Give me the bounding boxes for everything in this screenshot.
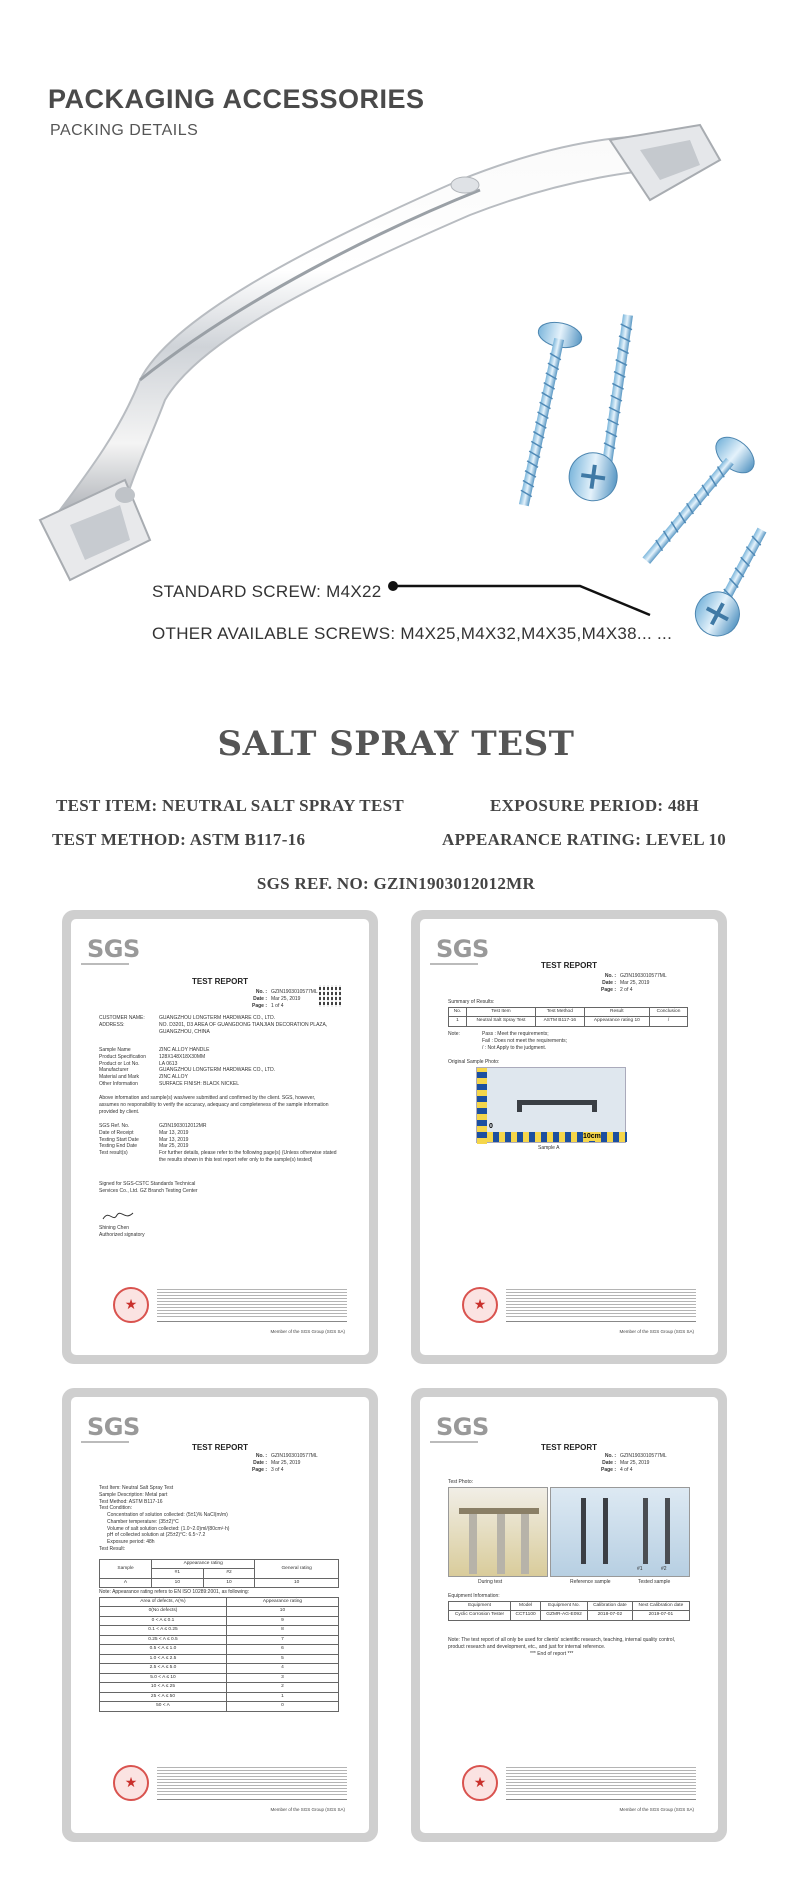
sgs-stamp-icon <box>462 1765 498 1801</box>
sgs-ref-number: SGS REF. NO: GZIN1903012012MR <box>256 874 536 893</box>
sgs-stamp-icon <box>113 1287 149 1323</box>
caption-reference: Reference sample <box>570 1579 611 1585</box>
sample-photo <box>476 1067 626 1143</box>
test-conditions: Test Item: Neutral Salt Spray Test Sample Description: Metal part Test Method: ASTM B117-16 Test Condition: Concentration of solution collected: (5±1)% NaCl(m/m) Chamber temperature: (35±2)°C Volume of salt solution collected: (1.0~2.0)ml/(80cm²·h) pH of collected solution at (25±2)°C: 6.5~7.2 Exposure period: 48h Test Result: <box>99 1485 230 1552</box>
during-test-photo <box>448 1487 548 1577</box>
report-page-3-card <box>62 1388 378 1842</box>
dates-block: SGS Ref. No. GZIN1903012012MR Date of Receipt Mar 13, 2019 Testing Start Date Mar 13, 2019 Testing End Date Mar 25, 2019 Test result(s) For further details, please refer to the following page(s) (Unless otherwise stated the results shown in this test report refer only to the sample(s) tested) <box>99 1123 337 1163</box>
report-meta: No. : GZIN1903010577ML Date : Mar 25, 2019 Page : 4 of 4 <box>600 1453 667 1473</box>
equipment-note: Note: The test report of all only be used for clients' scientific research, teaching, internal quality control, product research and development, etc., and just for internal reference. <box>448 1637 676 1650</box>
report-page-2-card <box>411 910 727 1364</box>
member-text: Member of the SGS Group (SGS SA) <box>270 1329 345 1334</box>
packaging-subtitle: PACKING DETAILS <box>50 122 199 139</box>
test-item: TEST ITEM: NEUTRAL SALT SPRAY TEST <box>56 796 404 815</box>
end-of-report: *** End of report *** <box>530 1651 574 1657</box>
summary-table: No. Test Item Test Method Result Conclusion 1 Neutral Salt Spray Test ASTM B117-16 Appearance rating 10 / <box>448 1007 688 1027</box>
equipment-table: Equipment Model Equipment No. Calibration date Next Calibration date Cyclic Corrosion Tester CCT1100 GZMR-AG-E092 2018-07-02 2019-07-01 <box>448 1601 690 1621</box>
other-screws-label: OTHER AVAILABLE SCREWS: M4X25,M4X32,M4X35,M4X38... ... <box>152 624 673 643</box>
report-meta: No. : GZIN1903010577ML Date : Mar 25, 2019 Page : 2 of 4 <box>600 973 667 993</box>
signer-role: Authorized signatory <box>99 1232 145 1238</box>
qr-code-icon <box>319 985 341 1007</box>
report-page-1-card <box>62 910 378 1364</box>
mark-2: #2 <box>661 1566 667 1572</box>
test-photo-label: Test Photo: <box>448 1479 474 1485</box>
report-page-1 <box>71 919 369 1355</box>
sgs-logo: SGS <box>87 935 140 963</box>
sgs-stamp-icon <box>113 1765 149 1801</box>
footer-fine-print <box>157 1287 347 1317</box>
report-page-4 <box>420 1397 718 1833</box>
caption-during: During test <box>478 1579 503 1585</box>
notes: Pass : Meet the requirements; Fail : Does not meet the requirements; / : Not Apply to the judgment. <box>482 1031 568 1051</box>
report-title: TEST REPORT <box>540 1443 597 1452</box>
signature-icon <box>101 1209 135 1223</box>
exposure-period: EXPOSURE PERIOD: 48H <box>490 796 700 815</box>
scale-zero: 0 <box>489 1122 493 1130</box>
member-text: Member of the SGS Group (SGS SA) <box>619 1329 694 1334</box>
packaging-title: PACKAGING ACCESSORIES <box>48 84 425 114</box>
report-meta: No. : GZIN1903010577ML Date : Mar 25, 2019 Page : 1 of 4 <box>251 989 318 1009</box>
caption-tested: Tested sample <box>638 1579 671 1585</box>
standard-screw-label: STANDARD SCREW: M4X22 <box>152 582 382 601</box>
report-meta: No. : GZIN1903010577ML Date : Mar 25, 2019 Page : 3 of 4 <box>251 1453 318 1473</box>
report-title: TEST REPORT <box>191 1443 248 1452</box>
screw-4 <box>688 520 782 644</box>
salt-spray-title: SALT SPRAY TEST <box>217 724 575 764</box>
sgs-logo: SGS <box>436 1413 489 1441</box>
rating-note: Note: Appearance rating refers to EN ISO 10289:2001, as following: <box>99 1589 250 1595</box>
footer-divider <box>157 1799 347 1800</box>
member-text: Member of the SGS Group (SGS SA) <box>619 1807 694 1812</box>
report-title: TEST REPORT <box>191 977 248 986</box>
screw-pointer <box>388 581 650 615</box>
footer-divider <box>157 1321 347 1322</box>
footer-divider <box>506 1799 696 1800</box>
customer-block: CUSTOMER NAME: GUANGZHOU LONGTERM HARDWARE CO., LTD. ADDRESS: NO. D3201, D3 AREA OF GUANGDONG TIANJIAN DECORATION PLAZA, GUANGZHOU, CHINA <box>99 1015 328 1035</box>
packaging-section <box>0 0 792 690</box>
summary-label: Summary of Results: <box>448 999 495 1005</box>
comparison-photo <box>550 1487 690 1577</box>
mark-1: #1 <box>637 1566 643 1572</box>
photo-label: Original Sample Photo: <box>448 1059 500 1065</box>
equipment-label: Equipment Information: <box>448 1593 500 1599</box>
disclaimer: Above information and sample(s) was/were submitted and confirmed by the client. SGS, however, assumes no responsibility to verify the accuracy, adequacy and completeness of the sample information provided by client. <box>99 1095 329 1115</box>
note-label: Note: <box>448 1031 460 1037</box>
sample-info: Sample Name ZINC ALLOY HANDLE Product Specification 128X148X18X30MM Product or Lot No. LA 0613 Manufacturer GUANGZHOU LONGTERM HARDWARE CO., LTD. Material and Mark ZINC ALLOY Other Information SURFACE FINISH: BLACK NICKEL <box>99 1047 276 1087</box>
scale-10cm: 10cm <box>583 1132 601 1140</box>
signer-name: Shining Chen <box>99 1225 130 1231</box>
sgs-logo: SGS <box>436 935 489 963</box>
report-page-2 <box>420 919 718 1355</box>
sgs-logo: SGS <box>87 1413 140 1441</box>
report-title: TEST REPORT <box>540 961 597 970</box>
footer-divider <box>506 1321 696 1322</box>
sample-caption: Sample A <box>538 1145 560 1151</box>
footer-fine-print <box>157 1765 347 1795</box>
logo-underline <box>81 963 129 965</box>
result-table: Sample Appearance rating General rating #1 #2 A 10 10 10 <box>99 1559 339 1588</box>
member-text: Member of the SGS Group (SGS SA) <box>270 1807 345 1812</box>
test-method: TEST METHOD: ASTM B117-16 <box>52 830 306 849</box>
appearance-rating: APPEARANCE RATING: LEVEL 10 <box>442 830 727 849</box>
sgs-stamp-icon <box>462 1287 498 1323</box>
rating-table: Area of defects, A(%) Appearance rating 0(No defects) 10 0 < A ≤ 0.1 9 0.1 < A ≤ 0.25 8 0.25 < A ≤ 0.5 7 0.5 < A ≤ 1.0 6 1.0 < A ≤ 2.5 5 2.5 < A ≤ 5.0 4 5.0 < A ≤ 10 3 10 < A ≤ 25 2 25 < A ≤ 50 1 50 < A 0 <box>99 1597 339 1712</box>
report-page-4-card <box>411 1388 727 1842</box>
signed-for: Signed for SGS-CSTC Standards Technical Services Co., Ltd. GZ Branch Testing Center <box>99 1181 198 1194</box>
report-page-3 <box>71 1397 369 1833</box>
screw-3 <box>629 430 760 575</box>
footer-fine-print <box>506 1287 696 1317</box>
footer-fine-print <box>506 1765 696 1795</box>
